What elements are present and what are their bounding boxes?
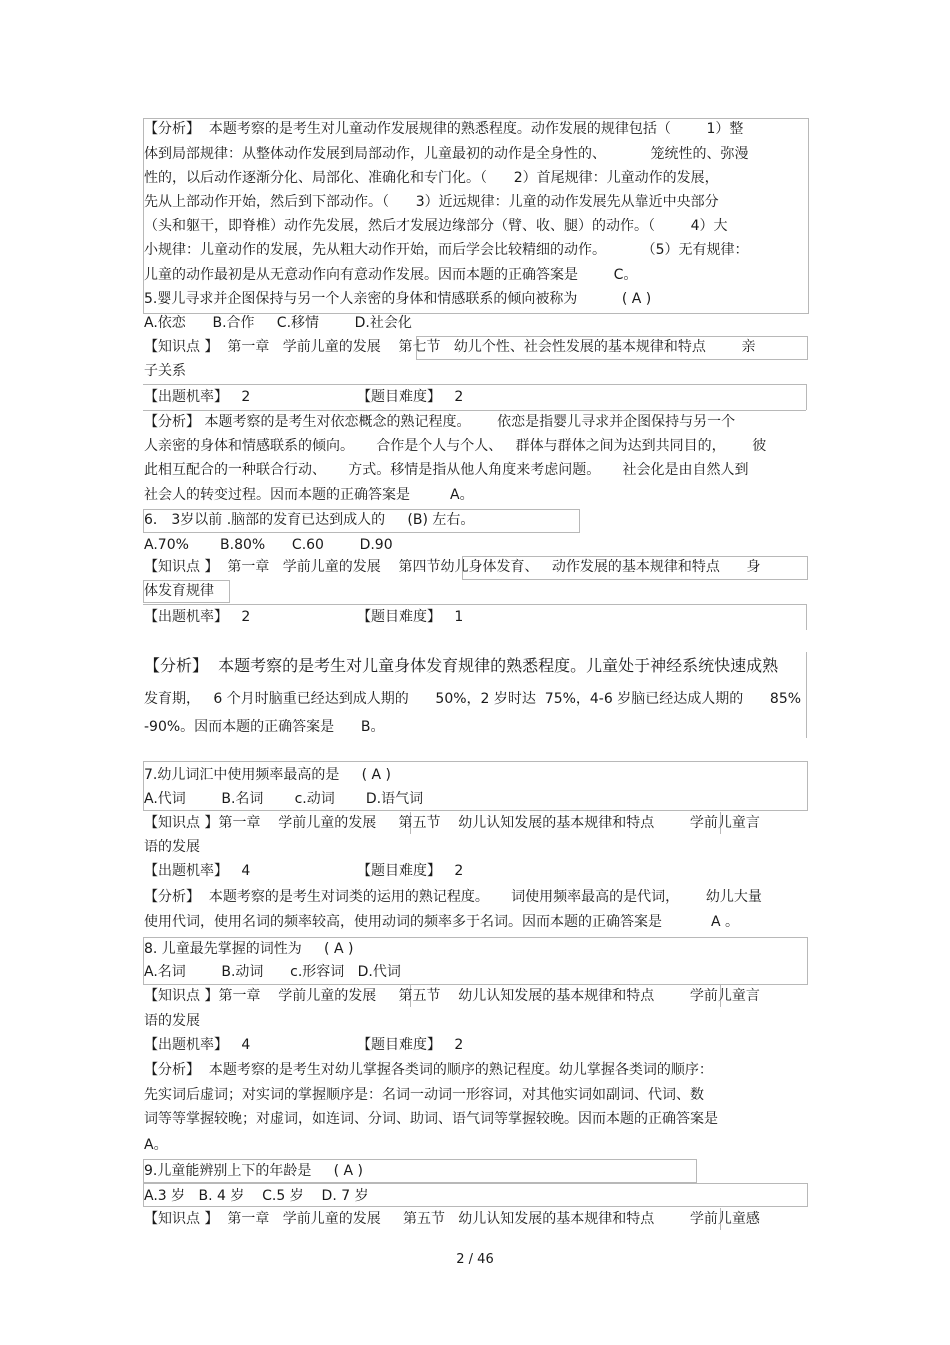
text-line: -90%。因而本题的正确答案是 B。 bbox=[144, 719, 385, 735]
text-line: 语的发展 bbox=[144, 1013, 200, 1029]
question-9: 9.儿童能辨别上下的年龄是 ( A ) bbox=[144, 1163, 364, 1179]
text-line: 先实词后虚词；对实词的掌握顺序是：名词一动词一形容词，对其他实词如副词、代词、数 bbox=[144, 1087, 704, 1103]
text-line: （头和躯干，即脊椎）动作先发展，然后才发展边缘部分（臂、收、腿）的动作。（ 4）大 bbox=[144, 218, 728, 234]
options-9: A.3 岁 B. 4 岁 C.5 岁 D. 7 岁 bbox=[144, 1188, 369, 1204]
knowledge-point-7: 【知识点 】第一章 学前儿童的发展 第五节 幼儿认知发展的基本规律和特点 学前儿童言 bbox=[144, 815, 760, 831]
analysis-6: 【分析】 本题考察的是考生对儿童身体发育规律的熟悉程度。儿童处于神经系统快速成熟 bbox=[144, 656, 779, 675]
rule-6a bbox=[143, 604, 806, 605]
text-line: 小规律：儿童动作的发展，先从粗大动作开始，而后学会比较精细的动作。 （5）无有规律： bbox=[144, 242, 749, 258]
rule-6b bbox=[806, 604, 807, 630]
options-8: A.名词 B.动词 c.形容词 D.代词 bbox=[144, 964, 401, 980]
text-line: 此相互配合的一种联合行动、 方式。移情是指从他人角度来考虑问题。 社会化是由自然人到 bbox=[144, 462, 749, 478]
text-line: 儿童的动作最初是从无意动作向有意动作发展。因而本题的正确答案是 C。 bbox=[144, 267, 638, 283]
text-line: 语的发展 bbox=[144, 839, 200, 855]
knowledge-point-5: 【知识点 】 第一章 学前儿童的发展 第七节 幼儿个性、社会性发展的基本规律和特点 亲 bbox=[144, 339, 756, 355]
text-line: 人亲密的身体和情感联系的倾向。 合作是个人与个人、 群体与群体之间为达到共同目的， 彼 bbox=[144, 438, 767, 454]
analysis-8: 【分析】 本题考察的是考生对幼儿掌握各类词的顺序的熟记程度。幼儿掌握各类词的顺序： bbox=[144, 1062, 713, 1078]
probability-difficulty-7: 【出题机率】 4 【题目难度】 2 bbox=[144, 863, 464, 879]
options-7: A.代词 B.名词 c.动词 D.语气词 bbox=[144, 791, 424, 807]
rule-6c bbox=[806, 652, 807, 738]
rule-5b bbox=[143, 410, 806, 411]
text-line: 发育期， 6 个月时脑重已经达到成人期的 50%，2 岁时达 75%，4-6 岁脑已经达成人期的 85% bbox=[144, 691, 802, 707]
text-line: 体到局部规律：从整体动作发展到局部动作，儿童最初的动作是全身性的、 笼统性的、弥漫 bbox=[144, 146, 749, 162]
knowledge-point-9: 【知识点 】 第一章 学前儿童的发展 第五节 幼儿认知发展的基本规律和特点 学前儿童感 bbox=[144, 1211, 760, 1227]
options-6: A.70% B.80% C.60 D.90 bbox=[144, 537, 393, 553]
knowledge-point-6: 【知识点 】 第一章 学前儿童的发展 第四节幼儿身体发育、 动作发展的基本规律和特点 身 bbox=[144, 559, 761, 575]
text-line: 体发育规律 bbox=[144, 583, 214, 599]
page-number: 2 / 46 bbox=[456, 1252, 494, 1267]
text-line: 子关系 bbox=[144, 363, 186, 379]
text-line: 先从上部动作开始，然后到下部动作。（ 3）近远规律：儿童的动作发展先从靠近中央部分 bbox=[144, 194, 719, 210]
options-5: A.依恋 B.合作 C.移情 D.社会化 bbox=[144, 315, 412, 331]
analysis-7: 【分析】 本题考察的是考生对词类的运用的熟记程度。 词使用频率最高的是代词， 幼儿大量 bbox=[144, 889, 762, 905]
analysis-5: 【分析】 本题考察的是考生对依恋概念的熟记程度。 依恋是指婴儿寻求并企图保持与另一个 bbox=[144, 414, 736, 430]
rule-5a bbox=[143, 384, 806, 385]
question-8: 8. 儿童最先掌握的词性为 ( A ) bbox=[144, 941, 354, 957]
probability-difficulty-8: 【出题机率】 4 【题目难度】 2 bbox=[144, 1037, 464, 1053]
rule-5c bbox=[806, 384, 807, 410]
probability-difficulty-6: 【出题机率】 2 【题目难度】 1 bbox=[144, 609, 464, 625]
question-6: 6． 3岁以前 .脑部的发育已达到成人的 (B) 左右。 bbox=[144, 512, 475, 528]
text-line: 词等等掌握较晚；对虚词，如连词、分词、助词、语气词等掌握较晚。因而本题的正确答案是 bbox=[144, 1111, 718, 1127]
text-line: A。 bbox=[144, 1137, 168, 1153]
question-7: 7.幼儿词汇中使用频率最高的是 ( A ) bbox=[144, 767, 392, 783]
text-line: 使用代词，使用名词的频率较高，使用动词的频率多于名词。因而本题的正确答案是 A 。 bbox=[144, 914, 739, 930]
question-5: 5.婴儿寻求并企图保持与另一个人亲密的身体和情感联系的倾向被称为 ( A ) bbox=[144, 291, 652, 307]
text-line: 社会人的转变过程。因而本题的正确答案是 A。 bbox=[144, 487, 474, 503]
text-line: 性的，以后动作逐渐分化、局部化、准确化和专门化。（ 2）首尾规律：儿童动作的发展， bbox=[144, 170, 719, 186]
knowledge-point-8: 【知识点 】第一章 学前儿童的发展 第五节 幼儿认知发展的基本规律和特点 学前儿童言 bbox=[144, 988, 760, 1004]
text-line: 【分析】 本题考察的是考生对儿童动作发展规律的熟悉程度。动作发展的规律包括（ 1）整 bbox=[144, 121, 744, 137]
probability-difficulty-5: 【出题机率】 2 【题目难度】 2 bbox=[144, 389, 464, 405]
